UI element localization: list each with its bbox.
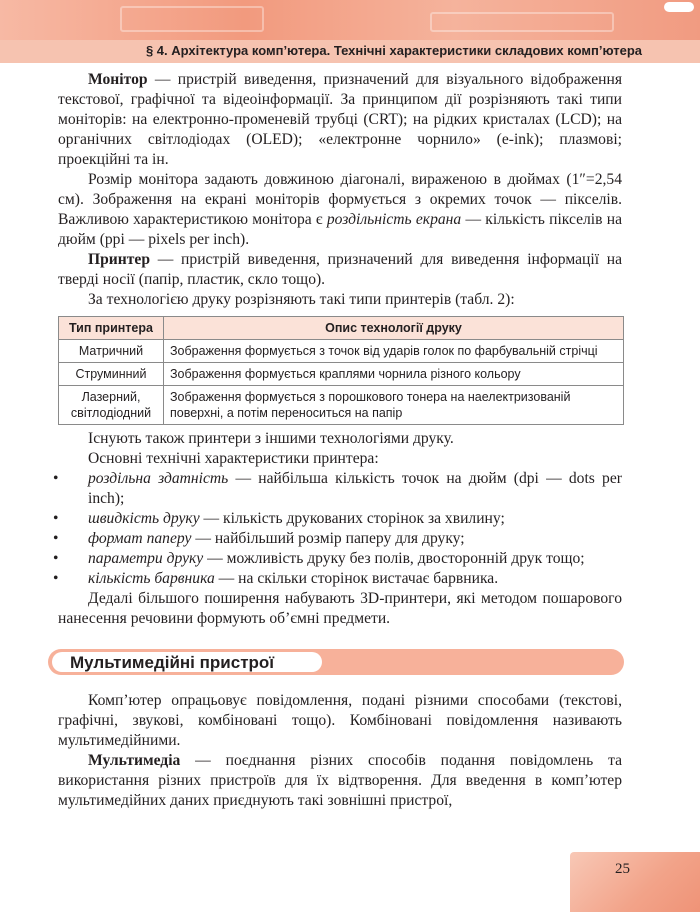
table-header-row — [59, 317, 624, 340]
characteristic-term: формат паперу — [88, 530, 192, 547]
characteristic-text: — найбільший розмір паперу для друку; — [191, 530, 465, 547]
characteristic-term: кількість барвника — [88, 570, 215, 587]
printer-description-cell: Зображення формується з точок від ударів голок по фарбувальній стрічці — [164, 340, 624, 363]
section-heading-multimedia — [48, 647, 622, 677]
page-content — [58, 70, 622, 811]
term-multimedia: Мультимедіа — [88, 752, 181, 769]
table-row — [59, 363, 624, 386]
header-decoration — [0, 0, 700, 40]
printer-types-table — [58, 316, 624, 425]
paragraph-multimedia — [58, 751, 622, 811]
paragraph-printer — [58, 250, 622, 290]
characteristics-list — [58, 469, 622, 589]
characteristic-text: — можливість друку без полів, двосторонній друк тощо; — [203, 550, 585, 567]
page-number: 25 — [615, 861, 630, 877]
table-row — [59, 340, 624, 363]
printer-text: — пристрій виведення, призначений для виведення інформації на тверді носії (папір, пластик, скло тощо). — [58, 251, 622, 288]
paragraph-monitor — [58, 70, 622, 170]
characteristic-text: — найбільша кількість точок на дюйм (dpi — dots per inch); — [88, 470, 622, 507]
list-item — [58, 529, 622, 549]
term-screen-resolution: роздільність екрана — [326, 211, 462, 228]
chapter-title: § 4. Архітектура комп’ютера. Технічні характеристики складових комп’ютера — [145, 43, 642, 58]
list-item — [58, 549, 622, 569]
size-text-1: Розмір монітора задають довжиною діагоналі, вираженою в дюймах (1″=2,54 см). Зображення на екрані моніторів формується з окремих точок — пікселів. Важливою характеристикою монітора є — [58, 171, 622, 228]
list-item — [58, 469, 622, 509]
publisher-logo-icon — [664, 2, 694, 12]
list-item — [58, 569, 622, 589]
paragraph-print-technology: За технологією друку розрізняють такі типи принтерів (табл. 2): — [88, 291, 515, 308]
table-header-description: Опис технології друку — [164, 317, 624, 340]
section-title: Мультимедійні пристрої — [70, 653, 275, 672]
characteristic-term: роздільна здатність — [88, 470, 229, 487]
characteristic-text: — кількість друкованих сторінок за хвилину; — [199, 510, 505, 527]
paragraph-computer-messages: Комп’ютер опрацьовує повідомлення, подані різними способами (текстові, графічні, звукові, комбіновані тощо). Комбіновані повідомлення називають мультимедійними. — [58, 692, 622, 749]
table-row — [59, 386, 624, 425]
printer-type-cell: Струминний — [59, 363, 164, 386]
characteristic-term: швидкість друку — [88, 510, 200, 527]
printer-type-cell: Матричний — [59, 340, 164, 363]
table-header-type: Тип принтера — [59, 317, 164, 340]
paragraph-3d-printers: Дедалі більшого поширення набувають 3D-принтери, які методом пошарового нанесення речовини формують об’ємні предмети. — [58, 590, 622, 627]
term-printer: Принтер — [88, 251, 151, 268]
paragraph-other-technologies: Існують також принтери з іншими технологіями друку. — [88, 430, 454, 447]
printer-description-cell: Зображення формується з порошкового тонера на наелектризованій поверхні, а потім переноситься на папір — [164, 386, 624, 425]
paragraph-monitor-size — [58, 170, 622, 250]
printer-type-cell: Лазерний, світлодіодний — [59, 386, 164, 425]
size-text-2: — кількість пікселів на дюйм (ppi — pixels per inch). — [58, 211, 622, 248]
paragraph-main-characteristics: Основні технічні характеристики принтера: — [88, 450, 379, 467]
monitor-text: — пристрій виведення, призначений для візуального відображення текстової, графічної та відеоінформації. За принципом дії розрізняють такі типи моніторів: на електронно-променевій трубці (CRT); на рідких кристалах (LCD); на органічних світлодіодах (OLED); «електронне чорнило» (e-ink); плазмові; проекційні та ін. — [58, 71, 622, 168]
characteristic-text: — на скільки сторінок вистачає барвника. — [214, 570, 499, 587]
term-monitor: Монітор — [88, 71, 148, 88]
list-item — [58, 509, 622, 529]
multimedia-text: — поєднання різних способів подання повідомлень та використання різних пристроїв для їх відтворення. Для введення в комп’ютер мультимедійних даних приєднують такі зовнішні пристрої, — [58, 752, 622, 809]
characteristic-term: параметри друку — [88, 550, 204, 567]
footer-decoration — [570, 852, 700, 912]
printer-description-cell: Зображення формується краплями чорнила різного кольору — [164, 363, 624, 386]
